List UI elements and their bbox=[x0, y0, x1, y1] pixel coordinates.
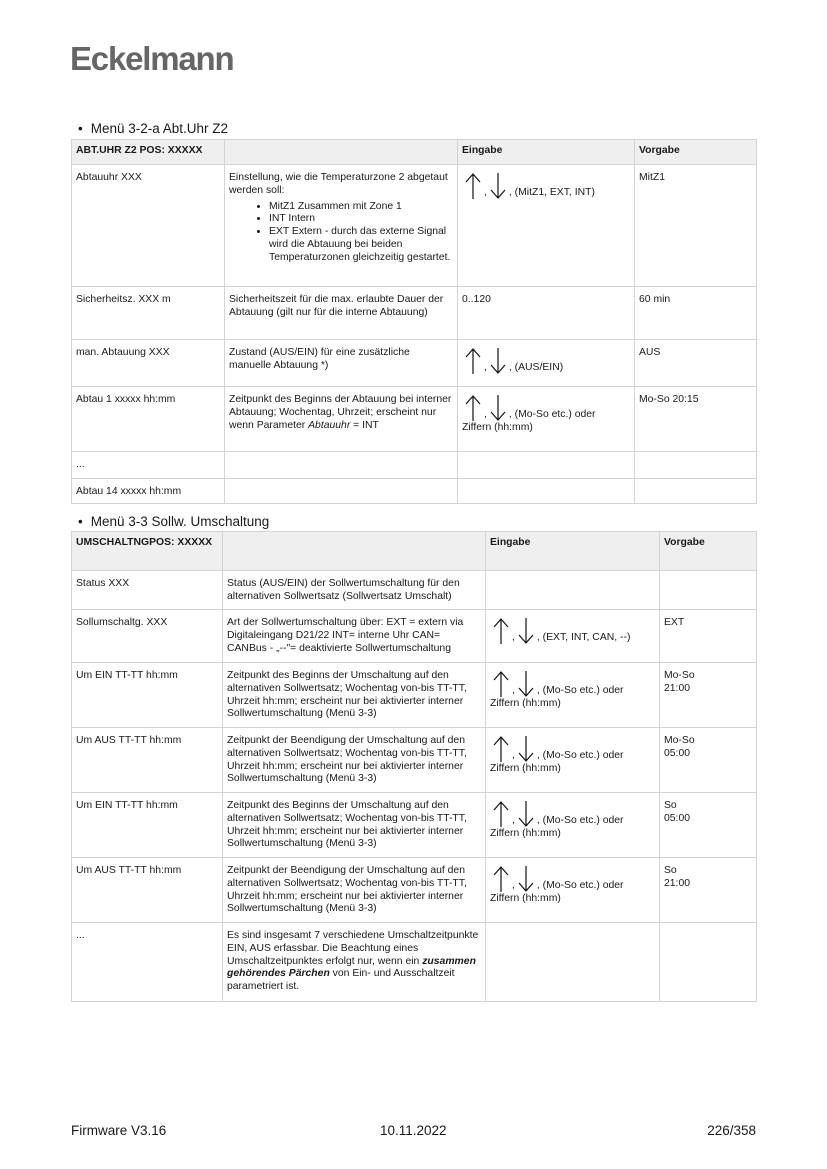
header-cell: ABT.UHR Z2 POS: XXXXX bbox=[72, 140, 225, 165]
list-item: • MitZ1 Zusammen mit Zone 1 bbox=[269, 201, 453, 214]
desc-text: Zeitpunkt des Beginns der Abtauung bei interner Abtauung; Wochentag, Uhrzeit; erscheint nur wenn Parameter bbox=[229, 394, 452, 431]
arrow-up-icon bbox=[490, 800, 512, 828]
table-row bbox=[72, 387, 757, 452]
param-default: AUS bbox=[635, 340, 757, 387]
arrow-keys: , bbox=[490, 670, 537, 698]
table-row bbox=[72, 452, 757, 479]
input-options-cont: Ziffern (hh:mm) bbox=[462, 422, 533, 433]
input-options: , (Mo-So etc.) oder bbox=[536, 880, 624, 892]
param-name: man. Abtauung XXX bbox=[72, 340, 225, 387]
arrow-down-icon bbox=[515, 865, 537, 893]
desc-emphasis: zusammen gehörendes Pärchen bbox=[227, 955, 476, 980]
table-row bbox=[72, 663, 757, 728]
input-options-cont: Ziffern (hh:mm) bbox=[490, 893, 561, 904]
header-cell: Vorgabe bbox=[660, 532, 757, 571]
param-name: Sicherheitsz. XXX m bbox=[72, 287, 225, 340]
header-cell: Eingabe bbox=[458, 140, 635, 165]
param-default bbox=[660, 923, 757, 1002]
input-options: , (EXT, INT, CAN, --) bbox=[536, 632, 631, 644]
table-row bbox=[72, 793, 757, 858]
arrow-keys: , bbox=[462, 172, 509, 200]
section-title-abt-uhr bbox=[78, 121, 228, 136]
default-time: 05:00 bbox=[664, 747, 691, 759]
desc-text: von Ein- und Ausschaltzeit parametriert ist. bbox=[227, 968, 455, 993]
default-value: So bbox=[664, 800, 677, 811]
arrow-down-icon bbox=[515, 800, 537, 828]
param-default bbox=[660, 663, 757, 728]
table-row bbox=[72, 571, 757, 610]
default-value: So bbox=[664, 865, 677, 876]
desc-emphasis: Abtauuhr bbox=[308, 419, 351, 431]
param-name: Abtauuhr XXX bbox=[72, 165, 225, 287]
param-desc bbox=[225, 452, 458, 479]
brand-logo: Eckelmann bbox=[70, 40, 234, 77]
param-desc: Sicherheitszeit für die max. erlaubte Dauer der Abtauung (gilt nur für die interne Abtauung) bbox=[225, 287, 458, 340]
arrow-down-icon bbox=[487, 347, 509, 375]
table-header-row bbox=[72, 140, 757, 165]
param-name: ... bbox=[72, 452, 225, 479]
param-default: EXT bbox=[660, 610, 757, 663]
param-input bbox=[486, 793, 660, 858]
param-desc: Zeitpunkt der Beendigung der Umschaltung auf den alternativen Sollwertsatz; Wochentag von-bis TT-TT, Uhrzeit hh:mm; erscheint nur bei aktivierter interner Sollwertumschaltung (Menü 3-3) bbox=[223, 858, 486, 923]
footer-page-number: 226/358 bbox=[707, 1123, 756, 1138]
table-row bbox=[72, 340, 757, 387]
table-header-row bbox=[72, 532, 757, 571]
input-options: , (Mo-So etc.) oder bbox=[536, 815, 624, 827]
param-name: Um AUS TT-TT hh:mm bbox=[72, 858, 223, 923]
param-default: 60 min bbox=[635, 287, 757, 340]
list-item: • INT Intern bbox=[269, 213, 453, 226]
default-time: 21:00 bbox=[664, 877, 691, 889]
arrow-down-icon bbox=[487, 394, 509, 422]
default-time: 05:00 bbox=[664, 812, 691, 824]
param-input bbox=[486, 728, 660, 793]
bullet-icon: • bbox=[78, 121, 83, 136]
arrow-up-icon bbox=[462, 347, 484, 375]
param-name: Abtau 1 xxxxx hh:mm bbox=[72, 387, 225, 452]
desc-text: Es sind insgesamt 7 verschiedene Umschaltzeitpunkte EIN, AUS erfassbar. Die Beachtung eines Umschaltzeitpunktes erfolgt nur, wenn ein bbox=[227, 930, 479, 967]
param-input bbox=[458, 165, 635, 287]
option-list bbox=[229, 201, 453, 265]
param-desc: Zeitpunkt des Beginns der Umschaltung auf den alternativen Sollwertsatz; Wochentag von-bis TT-TT, Uhrzeit hh:mm; erscheint nur bei aktivierter interner Sollwertumschaltung (Menü 3-3) bbox=[223, 663, 486, 728]
table-sollw-umschaltung bbox=[71, 531, 757, 1002]
section-title-sollw bbox=[78, 514, 269, 529]
list-item: • EXT Extern - durch das externe Signal wird die Abtauung bei beiden Temperaturzonen gleichzeitig gestartet. bbox=[269, 226, 453, 264]
arrow-keys: , bbox=[490, 617, 537, 645]
table-row bbox=[72, 728, 757, 793]
arrow-up-icon bbox=[490, 617, 512, 645]
header-cell: Vorgabe bbox=[635, 140, 757, 165]
input-options-cont: Ziffern (hh:mm) bbox=[490, 698, 561, 709]
table-row bbox=[72, 479, 757, 504]
param-desc bbox=[225, 165, 458, 287]
arrow-up-icon bbox=[490, 670, 512, 698]
param-name: Abtau 14 xxxxx hh:mm bbox=[72, 479, 225, 504]
footer-date: 10.11.2022 bbox=[380, 1123, 447, 1138]
input-options: , (AUS/EIN) bbox=[508, 362, 564, 374]
param-name: Um EIN TT-TT hh:mm bbox=[72, 793, 223, 858]
default-value: Mo-So bbox=[664, 735, 695, 746]
param-default: MitZ1 bbox=[635, 165, 757, 287]
table-row bbox=[72, 287, 757, 340]
param-desc: Zustand (AUS/EIN) für eine zusätzliche manuelle Abtauung *) bbox=[225, 340, 458, 387]
param-desc: Zeitpunkt der Beendigung der Umschaltung auf den alternativen Sollwertsatz; Wochentag von-bis TT-TT, Uhrzeit hh:mm; erscheint nur bei aktivierter interner Sollwertumschaltung (Menü 3-3) bbox=[223, 728, 486, 793]
param-desc bbox=[223, 923, 486, 1002]
arrow-keys: , bbox=[462, 347, 509, 375]
param-input bbox=[458, 340, 635, 387]
param-name: Um EIN TT-TT hh:mm bbox=[72, 663, 223, 728]
arrow-keys: , bbox=[490, 800, 537, 828]
param-desc bbox=[225, 387, 458, 452]
arrow-up-icon bbox=[490, 735, 512, 763]
param-name: Sollumschaltg. XXX bbox=[72, 610, 223, 663]
arrow-up-icon bbox=[462, 172, 484, 200]
arrow-keys: , bbox=[490, 865, 537, 893]
param-name: ... bbox=[72, 923, 223, 1002]
desc-text: Einstellung, wie die Temperaturzone 2 abgetaut werden soll: bbox=[229, 172, 448, 196]
param-default: Mo-So 20:15 bbox=[635, 387, 757, 452]
section-title-text: Menü 3-2-a Abt.Uhr Z2 bbox=[90, 121, 229, 136]
default-value: Mo-So bbox=[664, 670, 695, 681]
table-row bbox=[72, 858, 757, 923]
arrow-down-icon bbox=[515, 670, 537, 698]
param-default bbox=[660, 571, 757, 610]
param-input bbox=[458, 387, 635, 452]
input-options-cont: Ziffern (hh:mm) bbox=[490, 828, 561, 839]
desc-text: = INT bbox=[350, 419, 379, 431]
arrow-keys: , bbox=[462, 394, 509, 422]
table-row bbox=[72, 165, 757, 287]
arrow-down-icon bbox=[515, 617, 537, 645]
param-desc: Art der Sollwertumschaltung über: EXT = extern via Digitaleingang D21/22 INT= interne Uhr CAN= CANBus - „--"= deaktivierte Sollwertumschaltung bbox=[223, 610, 486, 663]
param-input bbox=[458, 479, 635, 504]
input-options: , (MitZ1, EXT, INT) bbox=[508, 187, 595, 199]
arrow-down-icon bbox=[487, 172, 509, 200]
param-input: 0..120 bbox=[458, 287, 635, 340]
section-title-text: Menü 3-3 Sollw. Umschaltung bbox=[90, 514, 270, 529]
input-options: , (Mo-So etc.) oder bbox=[536, 685, 624, 697]
param-input bbox=[486, 610, 660, 663]
header-cell: Eingabe bbox=[486, 532, 660, 571]
input-options-cont: Ziffern (hh:mm) bbox=[490, 763, 561, 774]
param-name: Status XXX bbox=[72, 571, 223, 610]
param-input bbox=[486, 858, 660, 923]
table-abt-uhr bbox=[71, 139, 757, 504]
param-desc bbox=[225, 479, 458, 504]
param-default bbox=[660, 728, 757, 793]
input-options: , (Mo-So etc.) oder bbox=[536, 750, 624, 762]
header-cell bbox=[223, 532, 486, 571]
param-desc: Status (AUS/EIN) der Sollwertumschaltung für den alternativen Sollwertsatz (Sollwertsatz Umschalt) bbox=[223, 571, 486, 610]
param-input bbox=[486, 571, 660, 610]
arrow-keys: , bbox=[490, 735, 537, 763]
param-name: Um AUS TT-TT hh:mm bbox=[72, 728, 223, 793]
param-default bbox=[635, 452, 757, 479]
param-default bbox=[635, 479, 757, 504]
default-time: 21:00 bbox=[664, 682, 691, 694]
table-row bbox=[72, 923, 757, 1002]
header-cell: UMSCHALTNGPOS: XXXXX bbox=[72, 532, 223, 571]
arrow-up-icon bbox=[490, 865, 512, 893]
header-cell bbox=[225, 140, 458, 165]
param-default bbox=[660, 858, 757, 923]
input-options: , (Mo-So etc.) oder bbox=[508, 409, 596, 421]
param-input bbox=[458, 452, 635, 479]
param-desc: Zeitpunkt des Beginns der Umschaltung auf den alternativen Sollwertsatz; Wochentag von-bis TT-TT, Uhrzeit hh:mm; erscheint nur bei aktivierter interner Sollwertumschaltung (Menü 3-3) bbox=[223, 793, 486, 858]
footer-firmware: Firmware V3.16 bbox=[71, 1123, 167, 1138]
bullet-icon: • bbox=[78, 514, 83, 529]
arrow-down-icon bbox=[515, 735, 537, 763]
table-row bbox=[72, 610, 757, 663]
param-default bbox=[660, 793, 757, 858]
param-input bbox=[486, 923, 660, 1002]
arrow-up-icon bbox=[462, 394, 484, 422]
param-input bbox=[486, 663, 660, 728]
